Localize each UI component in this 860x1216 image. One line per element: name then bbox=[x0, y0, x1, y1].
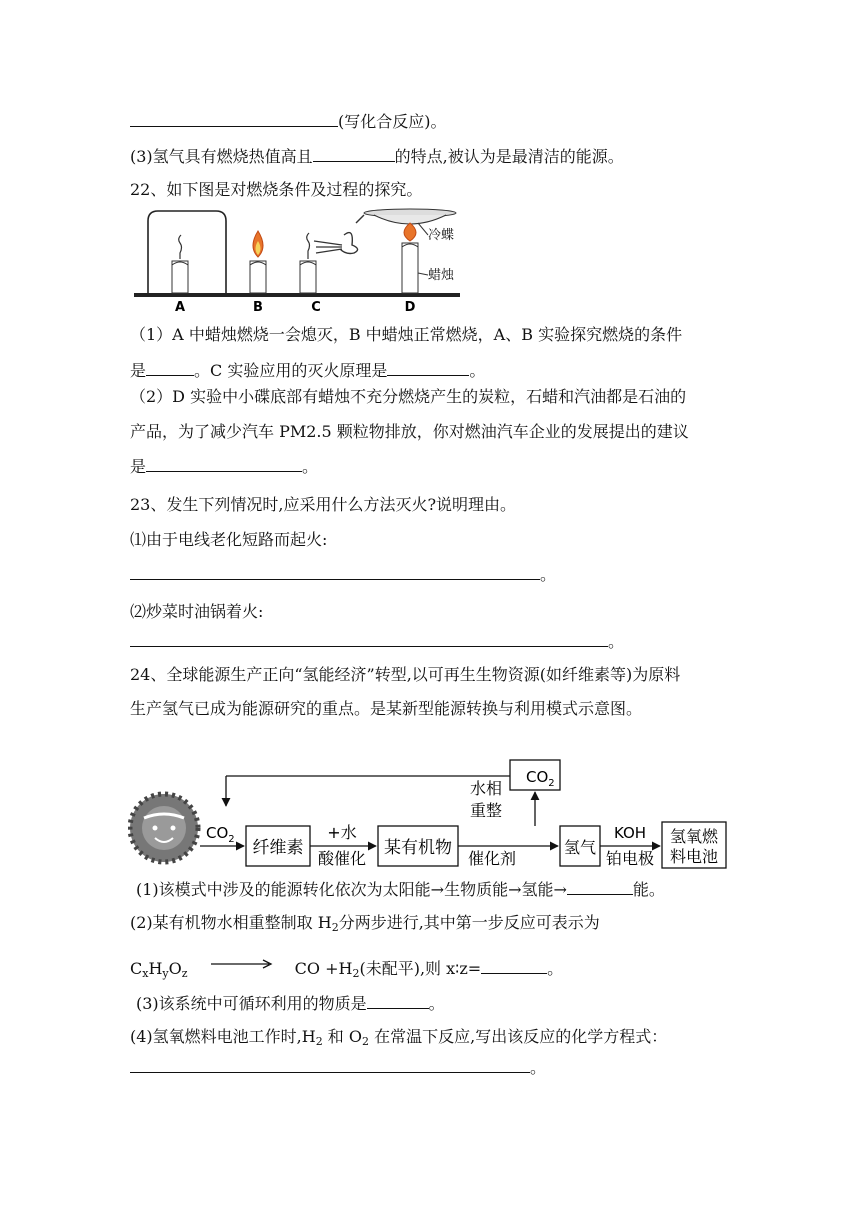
candle-label: 蜡烛 bbox=[428, 268, 455, 283]
smoke-icon bbox=[179, 235, 182, 259]
q21-p3-blank[interactable] bbox=[313, 145, 395, 162]
q22-p2-blank[interactable] bbox=[146, 455, 302, 472]
reaction-arrow-icon bbox=[211, 958, 275, 970]
sun-icon bbox=[130, 794, 198, 862]
q24-p1-blank[interactable] bbox=[567, 878, 633, 895]
svg-text:某有机物: 某有机物 bbox=[384, 838, 452, 858]
svg-text:纤维素: 纤维素 bbox=[252, 838, 304, 858]
q23-stem: 23、发生下列情况时,应采用什么方法灭火?说明理由。 bbox=[130, 495, 517, 514]
q22-part2b: 产品，为了减少汽车 PM2.5 颗粒物排放，你对燃油汽车企业的发展提出的建议 bbox=[130, 422, 689, 441]
energy-conversion-diagram bbox=[128, 756, 732, 872]
face-blowing-icon bbox=[340, 233, 358, 254]
setup-d bbox=[364, 209, 456, 293]
q23-p2-blank[interactable] bbox=[130, 630, 608, 647]
svg-text:氢氧燃: 氢氧燃 bbox=[669, 827, 719, 846]
svg-text:氢气: 氢气 bbox=[563, 838, 597, 857]
q24-p2-blank[interactable] bbox=[481, 957, 547, 974]
table-surface bbox=[134, 293, 460, 297]
svg-text:铂电极: 铂电极 bbox=[605, 849, 655, 868]
smoke-icon bbox=[307, 233, 310, 259]
svg-text:酸催化: 酸催化 bbox=[317, 849, 367, 868]
q24-p4-blank[interactable] bbox=[130, 1056, 530, 1073]
label-d: D bbox=[404, 300, 416, 315]
q21-answer-line: (写化合反应)。 bbox=[130, 110, 447, 133]
q24-part1: (1)该模式中涉及的能源转化依次为太阳能→生物质能→氢能→ 能。 bbox=[136, 880, 665, 899]
svg-text:KOH: KOH bbox=[613, 824, 647, 842]
q24-p3-blank[interactable] bbox=[367, 992, 429, 1009]
q24-stem-a: 24、全球能源生产正向“氢能经济”转型,以可再生生物资源(如纤维素等)为原料 bbox=[130, 665, 681, 684]
q24-part3: (3)该系统中可循环利用的物质是 。 bbox=[136, 994, 445, 1013]
label-b: B bbox=[253, 300, 263, 315]
q24-stem-b: 生产氢气已成为能源研究的重点。是某新型能源转换与利用模式示意图。 bbox=[130, 699, 643, 718]
q22-part2c: 是 。 bbox=[130, 457, 319, 476]
q23-answer2: 。 bbox=[130, 630, 624, 653]
combustion-experiment-figure bbox=[130, 205, 470, 315]
q22-part2a: （2）D 实验中小碟底部有蜡烛不充分燃烧产生的炭粒，石蜡和汽油都是石油的 bbox=[130, 387, 687, 406]
q23-part2: ⑵炒菜时油锅着火: bbox=[130, 602, 264, 621]
q22-part1b: 是 。C 实验应用的灭火原理是 。 bbox=[130, 361, 486, 380]
q22-part1a: （1）A 中蜡烛燃烧一会熄灭，B 中蜡烛正常燃烧，A、B 实验探究燃烧的条件 bbox=[130, 325, 683, 344]
q22-p1-blank-2[interactable] bbox=[387, 359, 469, 376]
label-c: C bbox=[311, 300, 321, 315]
svg-text:CO2: $CO_2$ bbox=[526, 768, 555, 789]
q21-part3: (3)氢气具有燃烧热值高且 的特点,被认为是最清洁的能源。 bbox=[130, 147, 624, 166]
q22-stem: 22、如下图是对燃烧条件及过程的探究。 bbox=[130, 180, 423, 199]
q23-answer1: 。 bbox=[130, 563, 556, 586]
q24-part4: (4)氢氧燃料电池工作时$,H_2$ 和 $O_2$ 在常温下反应,写出该反应的化学方程式： bbox=[130, 1027, 668, 1048]
svg-text:料电池: 料电池 bbox=[669, 847, 719, 866]
flame-icon bbox=[404, 223, 416, 241]
svg-text:催化剂: 催化剂 bbox=[467, 849, 517, 868]
svg-text:水相: 水相 bbox=[469, 779, 503, 798]
air-stream-icon bbox=[314, 241, 342, 253]
cold-dish-label: 冷蝶 bbox=[428, 228, 455, 243]
q24-answer4: 。 bbox=[130, 1056, 546, 1079]
svg-text:+水: +水 bbox=[327, 823, 357, 842]
q21-blank[interactable] bbox=[130, 110, 338, 127]
q24-part2a: (2)某有机物水相重整制取 $H_2$分两步进行,其中第一步反应可表示为 bbox=[130, 913, 600, 934]
setup-a bbox=[148, 211, 226, 293]
setup-c bbox=[300, 215, 364, 293]
q24-part2b: $C_xH_yO_z$ CO $+H_2$(未配平),则 x∶z= 。 bbox=[130, 959, 564, 980]
q22-p1-blank-1[interactable] bbox=[146, 359, 194, 376]
svg-text:CO2: $CO_2$ bbox=[206, 824, 235, 845]
label-a: A bbox=[174, 300, 186, 315]
q23-p1-blank[interactable] bbox=[130, 563, 540, 580]
setup-b bbox=[250, 231, 266, 293]
svg-text:重整: 重整 bbox=[469, 801, 503, 820]
q23-part1: ⑴由于电线老化短路而起火: bbox=[130, 530, 328, 549]
